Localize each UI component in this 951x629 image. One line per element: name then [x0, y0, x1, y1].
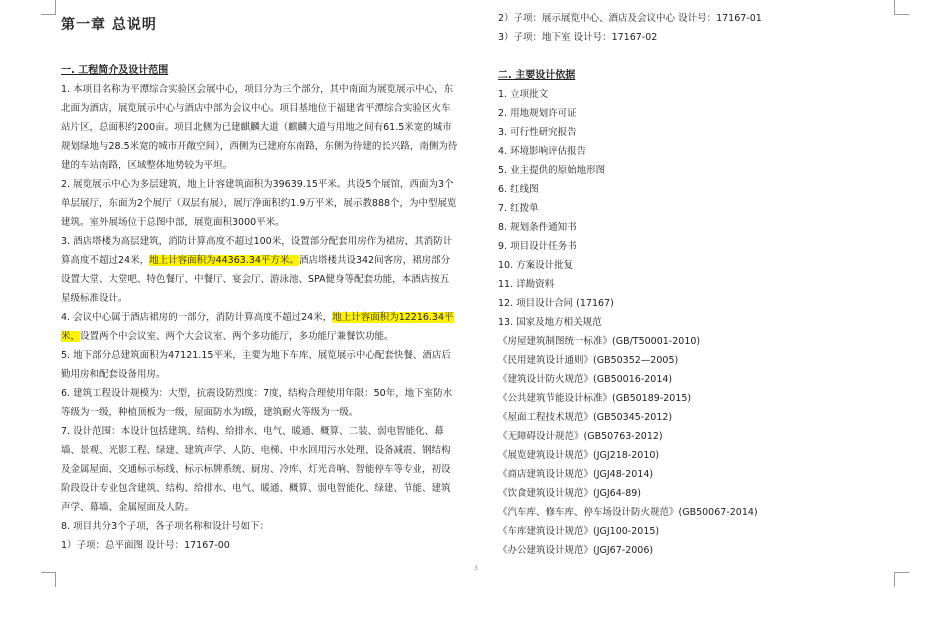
paragraph-3	[61, 232, 458, 308]
code-item: 《办公建筑设计规范》(JGJ67-2006)	[498, 545, 654, 556]
section-title-basis: 二. 主要设计依据	[498, 70, 576, 81]
code-item: 《民用建筑设计通则》(GB50352—2005)	[498, 355, 679, 366]
basis-item: 5. 业主提供的原始地形图	[498, 165, 606, 176]
spacer	[498, 47, 888, 66]
paragraph-1: 1. 本项目名称为平潭综合实验区会展中心，项目分为三个部分，其中南面为展览展示中心，东北面为酒店，展览展示中心与酒店中部为会议中心。项目基地位于福建省平潭综合实验区火车站片区，总面积约200亩。项目北侧为已建麒麟大道（麒麟大道与用地之间有61.5米宽的城市规划绿地与28.5米宽的城市开敞空间），西侧为已建府东南路，东侧为待建的长兴路，南侧为待建的车站南路，区域整体地势较为平坦。	[61, 84, 458, 171]
paragraph-5: 5. 地下部分总建筑面积为47121.15平米，主要为地下车库、展览展示中心配套快餐、酒店后勤用房和配套设备用房。	[61, 350, 451, 380]
crop-mark-top-left	[41, 0, 56, 15]
basis-item: 10. 方案设计批复	[498, 260, 574, 271]
basis-item: 11. 详勘资料	[498, 279, 555, 290]
basis-item: 13. 国家及地方相关规范	[498, 317, 602, 328]
code-item: 《商店建筑设计规范》(JGJ48-2014)	[498, 469, 654, 480]
code-item: 《房屋建筑制图统一标准》(GB/T50001-2010)	[498, 336, 701, 347]
chapter-title: 第一章 总说明	[61, 17, 157, 33]
code-item: 《展览建筑设计规范》(JGJ218-2010)	[498, 450, 660, 461]
paragraph-8: 8. 项目共分3个子项，各子项名称和设计号如下：	[61, 521, 270, 532]
subitem: 1）子项：总平面图 设计号：17167-00	[61, 540, 230, 551]
paragraph-2: 2. 展览展示中心为多层建筑，地上计容建筑面积为39639.15平米。共设5个展馆，西面为3个单层展厅，东面为2个展厅（双层有展），展厅净面积约1.9万平米，展示教888个，为中型展览建筑。室外展场位于总图中部，展览面积3000平米。	[61, 179, 457, 228]
right-column	[498, 9, 888, 560]
crop-mark-top-right	[894, 0, 909, 15]
code-item: 《公共建筑节能设计标准》(GB50189-2015)	[498, 393, 692, 404]
basis-item: 8. 规划条件通知书	[498, 222, 577, 233]
crop-mark-bottom-left	[41, 572, 56, 587]
code-item: 《无障碍设计规范》(GB50763-2012)	[498, 431, 663, 442]
paragraph-4-text-b: 设置两个中会议室、两个大会议室、两个多功能厅，多功能厅兼餐饮功能。	[80, 331, 394, 342]
basis-item: 2. 用地规划许可证	[498, 108, 577, 119]
code-item: 《车库建筑设计规范》(JGJ100-2015)	[498, 526, 660, 537]
code-item: 《饮食建筑设计规范》(JGJ64-89)	[498, 488, 641, 499]
highlight-conference-area: 地上计容面积为12216.34平米，	[61, 312, 454, 342]
basis-item: 7. 红拨单	[498, 203, 539, 214]
code-item: 《汽车库、修车库、停车场设计防火规范》(GB50067-2014)	[498, 507, 758, 518]
section-title-overview: 一. 工程简介及设计范围	[61, 65, 169, 76]
basis-item: 6. 红线图	[498, 184, 539, 195]
left-column	[61, 61, 458, 555]
basis-item: 1. 立项批文	[498, 89, 549, 100]
highlight-hotel-area: 地上计容面积为44363.34平方米。	[149, 255, 299, 266]
basis-item: 9. 项目设计任务书	[498, 241, 577, 252]
paragraph-3-text-b: 酒店塔楼共设342间客房，裙房部分设置大堂、大堂吧、特色餐厅、中餐厅、宴会厅、游泳池、SPA健身等配套功能，本酒店按五星级标准设计。	[61, 255, 451, 304]
subitem: 2）子项：展示展览中心、酒店及会议中心 设计号：17167-01	[498, 13, 762, 24]
basis-item: 3. 可行性研究报告	[498, 127, 577, 138]
paragraph-7: 7. 设计范围：本设计包括建筑、结构、给排水、电气、暖通、概算、二装、弱电智能化、幕墙、景观、光影工程、绿建、建筑声学、人防、电梯、中水回用污水处理、设备减震、钢结构及金属屋面、交通标示标线、标示标牌系统、厨房、冷库、灯光音响、智能停车等专业，初设阶段设计专业包含建筑、结构、给排水、电气、暖通、概算、弱电智能化、绿建、节能、建筑声学、幕墙、金属屋面及人防。	[61, 426, 451, 513]
basis-item: 12. 项目设计合同 (17167)	[498, 298, 614, 309]
paragraph-3-text-a: 3. 酒店塔楼为高层建筑，消防计算高度不超过100米，设置部分配套用房作为裙房，其消防计算高度不超过24米，	[61, 236, 453, 266]
paragraph-4	[61, 308, 458, 346]
paragraph-6: 6. 建筑工程设计规模为：大型，抗震设防烈度：7度，结构合理使用年限：50年，地下室防水等级为一级，种植顶板为一级，屋面防水为Ⅰ级，建筑耐火等级为一级。	[61, 388, 453, 418]
subitem: 3）子项：地下室 设计号：17167-02	[498, 32, 658, 43]
code-item: 《屋面工程技术规范》(GB50345-2012)	[498, 412, 673, 423]
page-number: 3	[474, 565, 478, 572]
crop-mark-bottom-right	[894, 572, 909, 587]
basis-item: 4. 环境影响评估报告	[498, 146, 587, 157]
code-item: 《建筑设计防火规范》(GB50016-2014)	[498, 374, 673, 385]
paragraph-4-text-a: 4. 会议中心属于酒店裙房的一部分，消防计算高度不超过24米，	[61, 312, 333, 323]
